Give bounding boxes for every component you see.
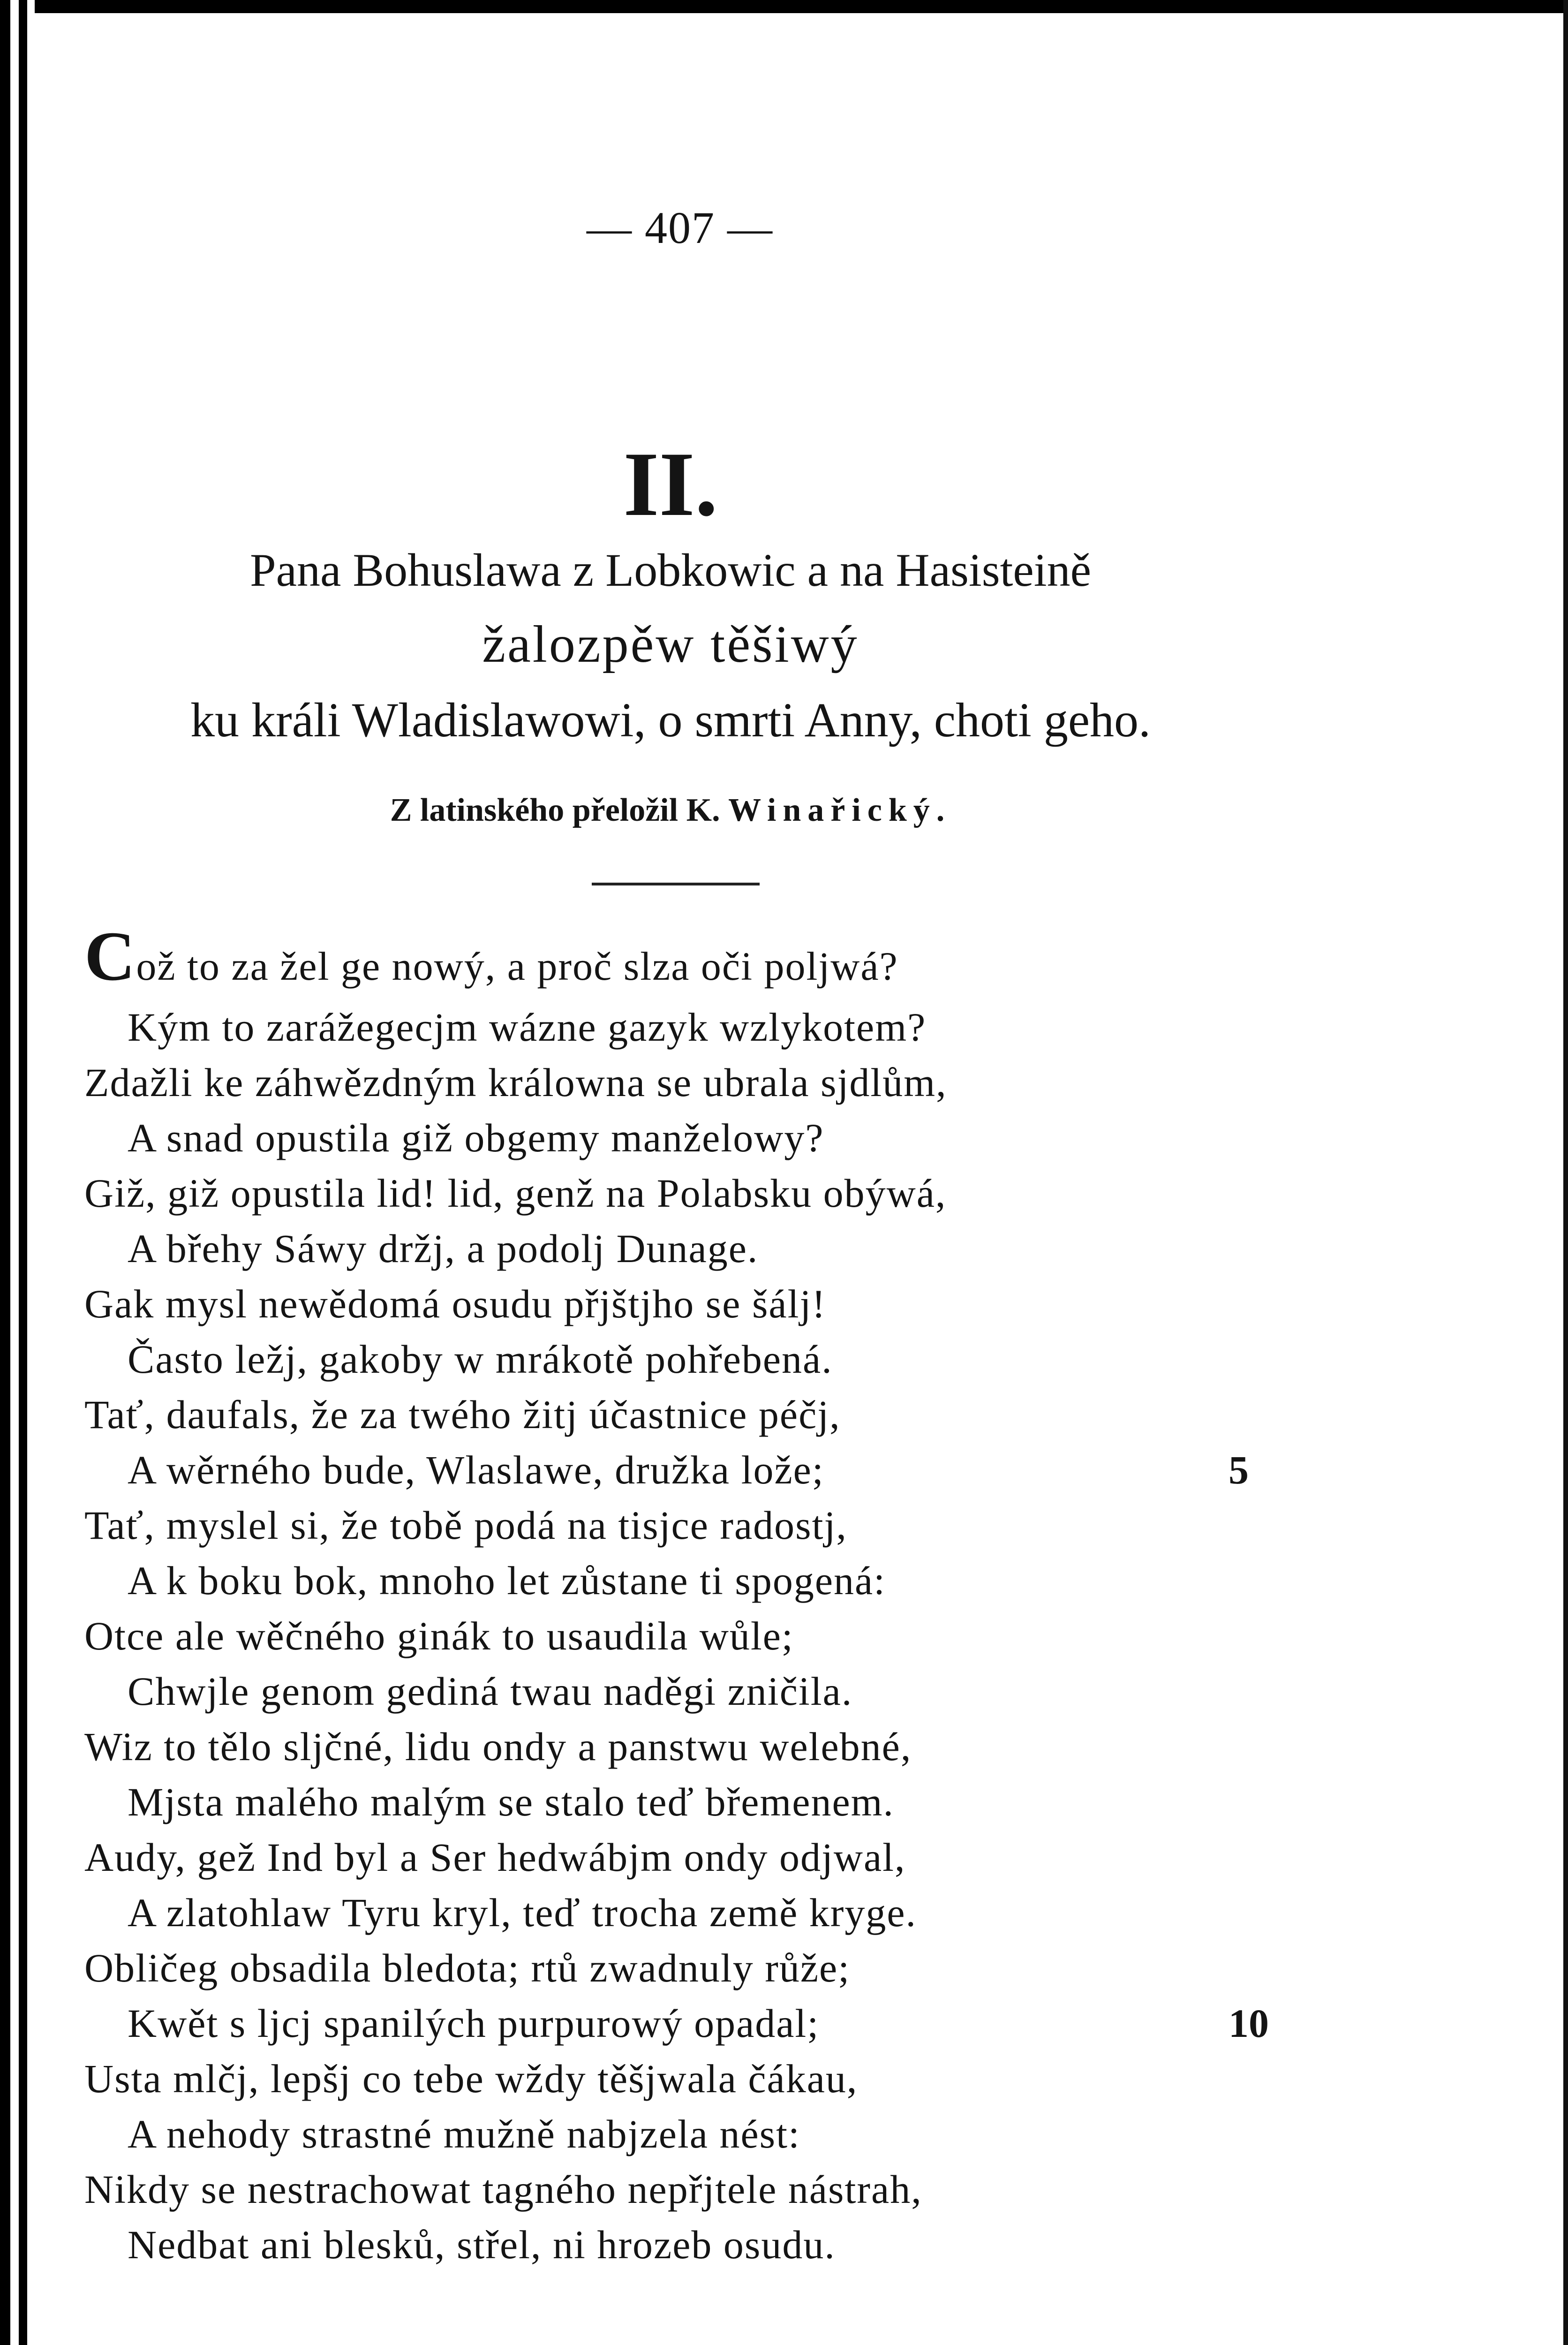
chapter-numeral: II. <box>623 433 718 535</box>
verse-line: A zlatohlaw Tyru kryl, teď trocha země kryge. <box>128 1890 917 1935</box>
verse-line-1-text: ož to za žel ge nowý, a proč slza oči poljwá? <box>136 944 898 989</box>
verse-line: Nedbat ani blesků, střel, ni hrozeb osudu. <box>128 2222 836 2267</box>
verse-line: Kým to zarážegecjm wázne gazyk wzlykotem? <box>128 1005 927 1050</box>
section-divider <box>592 883 760 885</box>
scan-right-edge <box>1563 0 1568 2345</box>
verse-line: A wěrného bude, Wlaslawe, družka lože; <box>128 1447 824 1492</box>
line-number-5: 5 <box>1229 1447 1249 1492</box>
verse-line: Wiz to tělo sljčné, lidu ondy a panstwu welebné, <box>84 1724 912 1769</box>
poem-title-line-1: Pana Bohuslawa z Lobkowic a na Hasisteině <box>250 544 1091 596</box>
page-number: — 407 — <box>587 203 773 253</box>
verse-line: Často ležj, gakoby w mrákotě pohřebená. <box>128 1337 833 1382</box>
verse-line: A snad opustila giž obgemy manželowy? <box>128 1115 824 1160</box>
verse-line: Giž, giž opustila lid! lid, genž na Polabsku obýwá, <box>84 1171 947 1216</box>
verse-line: Gak mysl newědomá osudu přjštjho se šálj! <box>84 1281 827 1326</box>
verse-line: A k boku bok, mnoho let zůstane ti spogená: <box>128 1558 886 1603</box>
poem-title-line-2: žalozpěw těšiwý <box>482 615 859 673</box>
translator-credit <box>0 792 1341 829</box>
verse-line: Usta mlčj, lepšj co tebe wždy těšjwala čákau, <box>84 2056 858 2101</box>
translator-name: Winařický. <box>728 792 951 828</box>
verse-line-1 <box>84 917 898 995</box>
verse-line: Obličeg obsadila bledota; rtů zwadnuly růže; <box>84 1945 851 1990</box>
verse-line: A břehy Sáwy držj, a podolj Dunage. <box>128 1226 759 1271</box>
verse-line: Tať, daufals, že za twého žitj účastnice péčj, <box>84 1392 841 1437</box>
scan-top-edge <box>35 0 1568 13</box>
translator-prefix: Z latinského přeložil K. <box>390 792 720 828</box>
poem-title-line-3: ku králi Wladislawowi, o smrti Anny, choti geho. <box>190 693 1151 747</box>
verse-line: Nikdy se nestrachowat tagného nepřjtele nástrah, <box>84 2167 922 2212</box>
line-number-10: 10 <box>1229 2001 1269 2046</box>
verse-line: Otce ale wěčného ginák to usaudila wůle; <box>84 1613 794 1658</box>
verse-line: Audy, gež Ind byl a Ser hedwábjm ondy odjwal, <box>84 1835 906 1880</box>
scan-left-edge <box>0 0 35 2345</box>
verse-line: Zdažli ke záhwězdným králowna se ubrala sjdlům, <box>84 1060 947 1105</box>
drop-cap: C <box>84 917 136 995</box>
verse-line: Chwjle genom gediná twau naděgi zničila. <box>128 1669 853 1714</box>
verse-line: Tať, myslel si, že tobě podá na tisjce radostj, <box>84 1503 847 1548</box>
verse-line: A nehody strastné mužně nabjzela nést: <box>128 2111 800 2156</box>
verse-line: Kwět s ljcj spanilých purpurowý opadal; <box>128 2001 820 2046</box>
verse-line: Mjsta malého malým se stalo teď břemenem. <box>128 1779 895 1824</box>
